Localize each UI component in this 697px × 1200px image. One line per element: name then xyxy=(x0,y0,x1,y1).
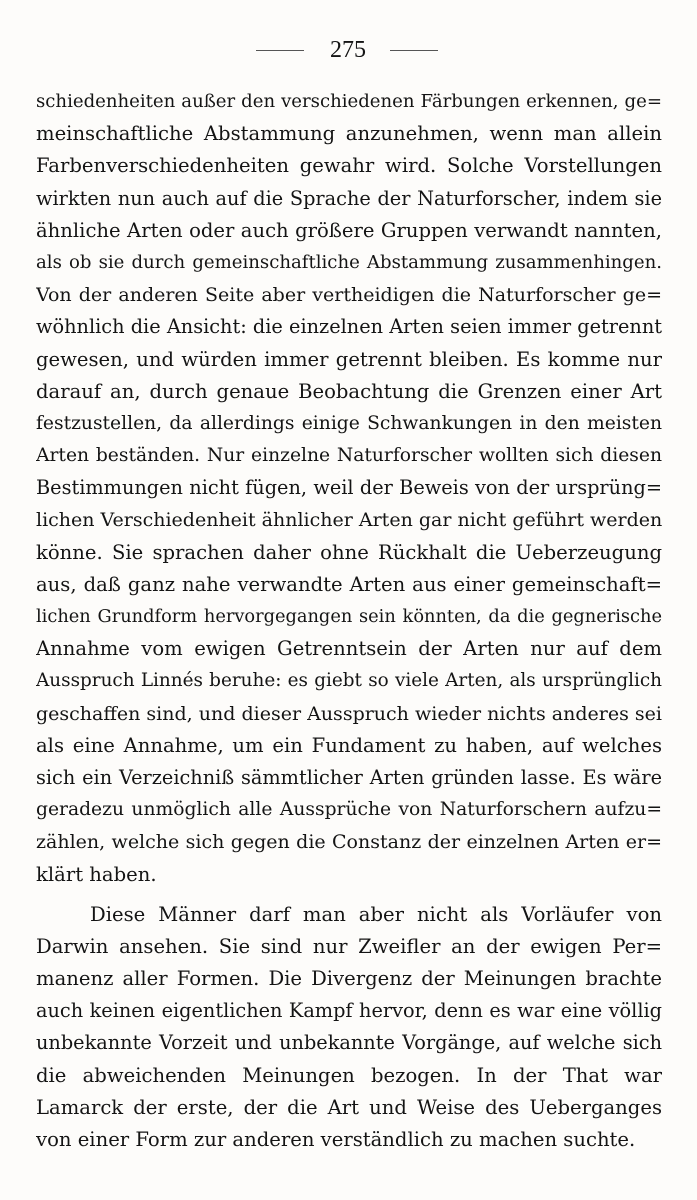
text-line: festzustellen, da allerdings einige Schwankungen in den meisten xyxy=(36,412,662,434)
text-line: Annahme vom ewigen Getrenntsein der Arten nur auf dem xyxy=(36,637,662,661)
text-line: könne. Sie sprachen daher ohne Rückhalt die Ueberzeugung xyxy=(36,540,662,564)
text-line: wirkten nun auch auf die Sprache der Naturforscher, indem sie xyxy=(36,186,662,210)
text-line: Diese Männer darf man aber nicht als Vorläufer von xyxy=(90,902,662,926)
text-line: Darwin ansehen. Sie sind nur Zweifler an der ewigen Per= xyxy=(36,934,662,958)
text-line: Farbenverschiedenheiten gewahr wird. Solche Vorstellungen xyxy=(36,154,662,178)
text-line: von einer Form zur anderen verständlich zu machen suchte. xyxy=(36,1128,636,1151)
text-line: geschaffen sind, und dieser Ausspruch wieder nichts anderes sei xyxy=(36,702,662,725)
text-line: aus, daß ganz nahe verwandte Arten aus einer gemeinschaft= xyxy=(36,572,662,596)
text-line: darauf an, durch genaue Beobachtung die Grenzen einer Art xyxy=(36,379,662,403)
text-line: lichen Grundform hervorgegangen sein könnten, da die gegnerische xyxy=(36,606,662,627)
paragraph xyxy=(36,86,662,891)
text-line: Lamarck der erste, der die Art und Weise des Ueberganges xyxy=(36,1095,662,1119)
text-line: Ausspruch Linnés beruhe: es giebt so viele Arten, als ursprünglich xyxy=(36,670,662,692)
text-line: zählen, welche sich gegen die Constanz der einzelnen Arten er= xyxy=(36,831,662,854)
text-line: auch keinen eigentlichen Kampf hervor, denn es war eine völlig xyxy=(36,999,662,1023)
text-line: Von der anderen Seite aber vertheidigen die Naturforscher ge= xyxy=(36,284,662,307)
text-line: meinschaftliche Abstammung anzunehmen, wenn man allein xyxy=(36,122,662,146)
page-number: 275 xyxy=(330,37,366,63)
text-line: manenz aller Formen. Die Divergenz der Meinungen brachte xyxy=(36,967,662,991)
text-line: klärt haben. xyxy=(36,862,157,886)
text-line: die abweichenden Meinungen bezogen. In der That war xyxy=(36,1063,662,1087)
text-line: Bestimmungen nicht fügen, weil der Beweis von der ursprüng= xyxy=(36,476,662,500)
text-line: gewesen, und würden immer getrennt bleiben. Es komme nur xyxy=(36,347,662,371)
text-line: ähnliche Arten oder auch größere Gruppen verwandt nannten, xyxy=(36,218,662,242)
text-line: unbekannte Vorzeit und unbekannte Vorgänge, auf welche sich xyxy=(36,1031,662,1055)
header-rule-right xyxy=(390,50,438,51)
text-line: als eine Annahme, um ein Fundament zu haben, auf welches xyxy=(36,733,662,757)
paragraph xyxy=(36,899,662,1157)
text-line: geradezu unmöglich alle Aussprüche von Naturforschern aufzu= xyxy=(36,799,662,821)
text-line: schiedenheiten außer den verschiedenen Färbungen erkennen, ge= xyxy=(36,91,662,112)
text-line: wöhnlich die Ansicht: die einzelnen Arten seien immer getrennt xyxy=(36,315,662,339)
header-rule-left xyxy=(256,50,304,51)
page-header xyxy=(0,34,697,66)
text-line: lichen Verschiedenheit ähnlicher Arten gar nicht geführt werden xyxy=(36,509,662,532)
text-line: sich ein Verzeichniß sämmtlicher Arten gründen lasse. Es wäre xyxy=(36,765,662,789)
body-text xyxy=(36,86,662,1156)
text-line: als ob sie durch gemeinschaftliche Abstammung zusammenhingen. xyxy=(36,251,662,273)
text-line: Arten beständen. Nur einzelne Naturforscher wollten sich diesen xyxy=(36,445,662,467)
